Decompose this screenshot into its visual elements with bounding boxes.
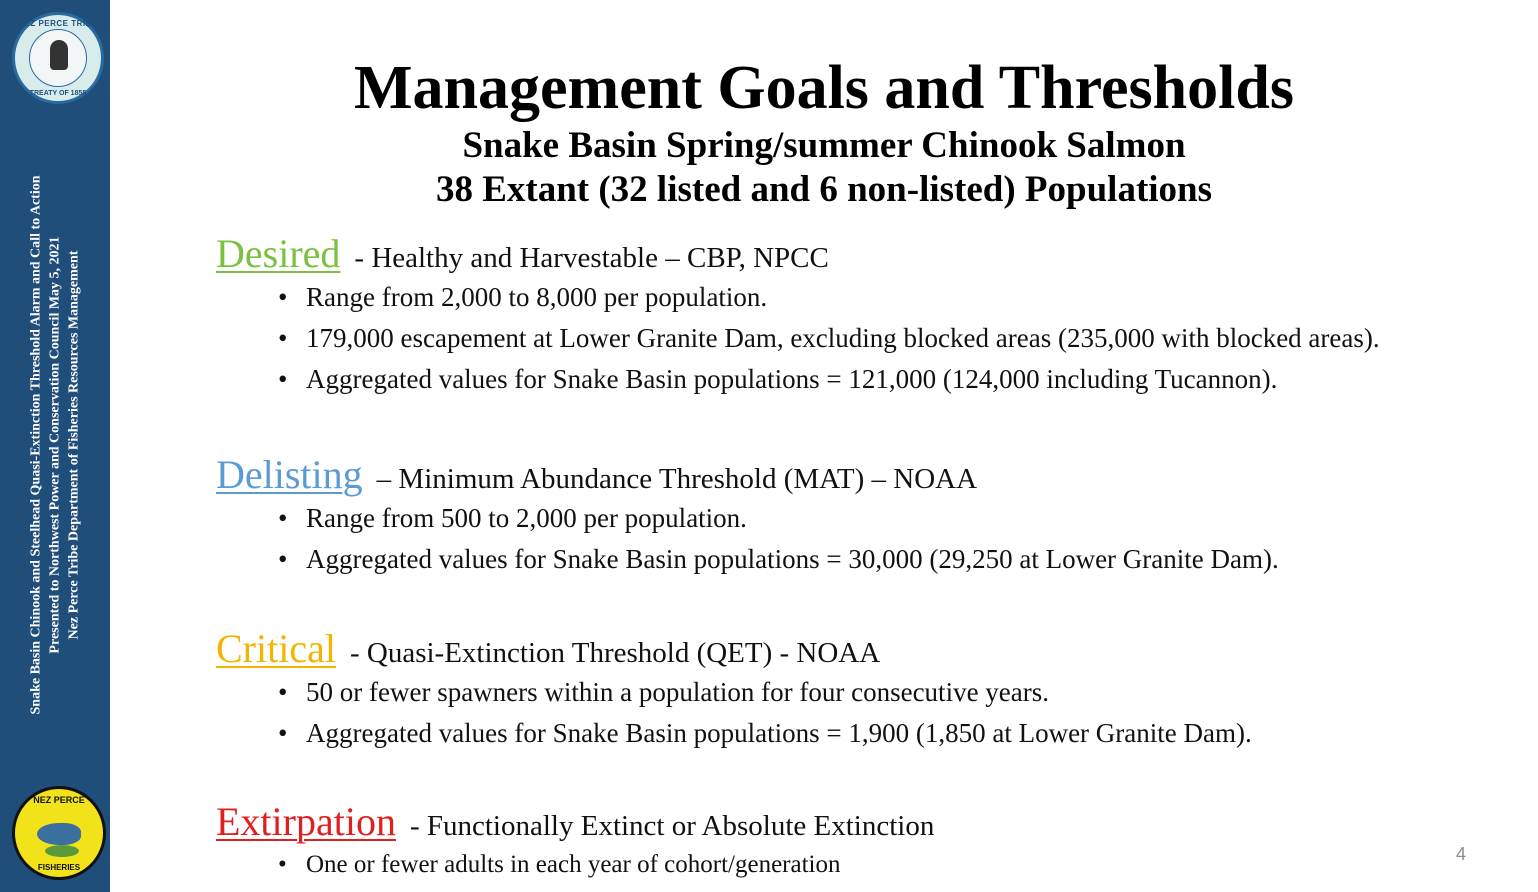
- seal-portrait: [29, 29, 87, 87]
- logo-top-text: NEZ PERCE: [33, 795, 85, 805]
- section-heading: Delisting: [216, 452, 363, 497]
- sidebar-caption-line: Snake Basin Chinook and Steelhead Quasi-Extinction Threshold Alarm and Call to Action: [28, 175, 44, 715]
- section-description: – Minimum Abundance Threshold (MAT) – NOAA: [376, 463, 978, 495]
- section-heading: Critical: [216, 626, 336, 671]
- bullet-item: • Aggregated values for Snake Basin populations = 1,900 (1,850 at Lower Granite Dam).: [278, 713, 1252, 754]
- section-description: - Healthy and Harvestable – CBP, NPCC: [354, 242, 829, 274]
- bullet-list: [216, 498, 1279, 580]
- section-description: - Quasi-Extinction Threshold (QET) - NOAA: [349, 637, 881, 669]
- nez-perce-fisheries-logo: [12, 786, 106, 880]
- bullet-list: [216, 277, 1380, 400]
- section-delisting: [216, 451, 1279, 580]
- section-heading: Desired: [216, 231, 341, 276]
- leaf-icon: [45, 845, 79, 857]
- section-heading-row: [216, 625, 1252, 672]
- slide-subtitle-2: 38 Extant (32 listed and 6 non-listed) Populations: [435, 169, 1213, 210]
- section-heading: Extirpation: [216, 799, 396, 844]
- section-description: - Functionally Extinct or Absolute Extinction: [409, 810, 935, 842]
- bullet-item: • Aggregated values for Snake Basin populations = 121,000 (124,000 including Tucannon).: [278, 359, 1380, 400]
- sidebar: [0, 0, 110, 892]
- logo-bottom-text: FISHERIES: [37, 863, 81, 872]
- slide-subtitle-1: Snake Basin Spring/summer Chinook Salmon: [462, 125, 1186, 166]
- section-desired: [216, 230, 1380, 400]
- bullet-item: • 179,000 escapement at Lower Granite Dam, excluding blocked areas (235,000 with blocked areas).: [278, 318, 1380, 359]
- bullet-item: • Range from 2,000 to 8,000 per population.: [278, 277, 1380, 318]
- seal-bottom-text: TREATY OF 1855: [29, 90, 87, 97]
- sidebar-caption-line: Presented to Northwest Power and Conservation Council May 5, 2021: [47, 236, 63, 654]
- bullet-item: • Aggregated values for Snake Basin populations = 30,000 (29,250 at Lower Granite Dam).: [278, 539, 1279, 580]
- fish-icon: [37, 823, 81, 845]
- section-extirpation: [216, 798, 934, 885]
- slide-title: Management Goals and Thresholds: [354, 54, 1294, 122]
- bullet-item: • Range from 500 to 2,000 per population.: [278, 498, 1279, 539]
- bullet-item: • 50 or fewer spawners within a population for four consecutive years.: [278, 672, 1252, 713]
- bullet-list: [216, 672, 1252, 754]
- portrait-icon: [50, 40, 68, 70]
- sidebar-caption-line: Nez Perce Tribe Department of Fisheries Resources Management: [66, 250, 82, 640]
- bullet-list: [216, 845, 934, 885]
- section-heading-row: [216, 798, 934, 845]
- bullet-item: • One or fewer adults in each year of cohort/generation: [278, 845, 934, 885]
- section-heading-row: [216, 451, 1279, 498]
- section-critical: [216, 625, 1252, 754]
- nez-perce-tribe-seal: [12, 12, 104, 104]
- page-number: 4: [1456, 844, 1467, 864]
- seal-top-text: NEZ PERCE TRIBE: [18, 19, 98, 28]
- section-heading-row: [216, 230, 1380, 277]
- sidebar-vertical-caption: [27, 105, 84, 785]
